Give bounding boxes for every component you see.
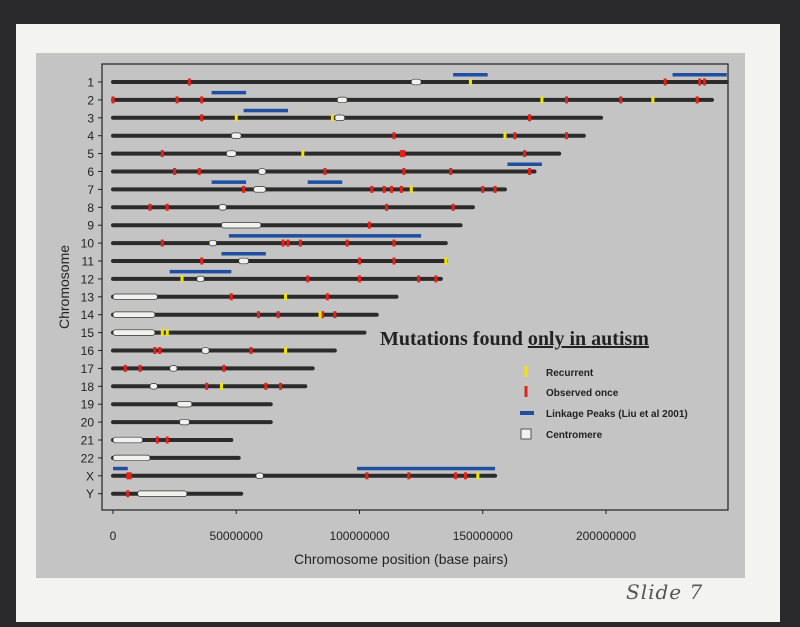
linkage-peak [212, 91, 247, 95]
centromere [209, 240, 216, 246]
chromosome-20 [113, 419, 271, 425]
mutation-observed-once [279, 383, 282, 390]
mutation-recurrent [284, 293, 287, 300]
mutation-recurrent [235, 114, 238, 121]
y-tick-label: 10 [80, 236, 94, 251]
x-tick-label: 100000000 [329, 529, 390, 543]
mutation-observed-once [222, 365, 225, 372]
centromere [113, 294, 157, 300]
mutation-observed-once [400, 186, 403, 193]
mutation-observed-once [148, 204, 151, 211]
centromere [256, 473, 263, 479]
chart-title [380, 328, 649, 350]
legend-swatch-recurrent [525, 366, 528, 377]
y-axis-label: Chromosome [56, 244, 72, 330]
legend-label: Recurrent [546, 368, 594, 379]
centromere [180, 419, 190, 425]
mutation-observed-once [449, 168, 452, 175]
mutation-observed-once [358, 275, 361, 282]
linkage-peak [357, 467, 495, 471]
mutation-observed-once [454, 472, 457, 479]
mutation-observed-once [112, 96, 115, 103]
mutation-recurrent [319, 311, 322, 318]
linkage-peak [113, 467, 128, 471]
mutation-observed-once [161, 240, 164, 247]
linkage-peak [221, 252, 265, 256]
centromere [113, 455, 150, 461]
y-tick-label: 17 [80, 361, 94, 376]
mutation-observed-once [402, 168, 405, 175]
centromere [221, 222, 260, 228]
mutation-observed-once [513, 132, 516, 139]
mutation-observed-once [393, 132, 396, 139]
x-tick-label: 150000000 [452, 529, 513, 543]
legend-label: Linkage Peaks (Liu et al 2001) [546, 409, 688, 420]
mutation-observed-once [368, 222, 371, 229]
y-tick-label: 3 [87, 111, 94, 126]
mutation-observed-once [385, 204, 388, 211]
mutation-observed-once [126, 490, 129, 497]
mutation-recurrent [301, 150, 304, 157]
mutation-observed-once [161, 150, 164, 157]
mutation-observed-once [696, 96, 699, 103]
mutation-observed-once [619, 96, 622, 103]
y-tick-label: 2 [87, 93, 94, 108]
mutation-observed-once [407, 472, 410, 479]
centromere [411, 79, 421, 85]
mutation-recurrent [331, 114, 334, 121]
centromere [258, 169, 265, 175]
y-tick-label: 19 [80, 397, 94, 412]
x-tick-label: 50000000 [209, 529, 263, 543]
x-tick-label: 0 [109, 529, 117, 543]
mutation-observed-once [158, 347, 161, 354]
mutation-observed-once [417, 275, 420, 282]
mutation-recurrent [651, 96, 654, 103]
mutation-observed-once [494, 186, 497, 193]
linkage-peak [170, 270, 232, 274]
mutation-observed-once [390, 186, 393, 193]
y-tick-label: 5 [87, 147, 94, 162]
mutation-recurrent [284, 347, 287, 354]
legend-label: Observed once [546, 388, 619, 399]
y-tick-label: 21 [80, 433, 94, 448]
mutation-observed-once [277, 311, 280, 318]
mutation-observed-once [393, 240, 396, 247]
mutation-observed-once [452, 204, 455, 211]
y-tick-label: X [85, 469, 94, 484]
linkage-peak [453, 73, 488, 77]
linkage-peak [507, 163, 542, 167]
mutation-observed-once [365, 472, 368, 479]
linkage-peak [212, 180, 247, 184]
mutation-observed-once [346, 240, 349, 247]
mutation-observed-once [481, 186, 484, 193]
centromere [335, 115, 345, 121]
mutation-observed-once [306, 275, 309, 282]
mutation-observed-once [250, 347, 253, 354]
mutation-observed-once [565, 132, 568, 139]
mutation-observed-once [200, 96, 203, 103]
x-axis-label: Chromosome position (base pairs) [294, 551, 508, 567]
legend-swatch-once [525, 386, 528, 397]
mutation-observed-once [370, 186, 373, 193]
chromosome-19 [113, 401, 271, 407]
y-tick-label: Y [85, 487, 94, 502]
y-tick-label: 12 [80, 272, 94, 287]
x-tick-label: 200000000 [575, 529, 637, 543]
centromere [226, 151, 236, 157]
chromosome-22 [113, 455, 239, 461]
centromere [113, 312, 155, 318]
mutation-recurrent [220, 383, 223, 390]
y-tick-label: 8 [87, 200, 94, 215]
y-tick-label: 4 [87, 129, 94, 144]
legend-swatch-centromere [521, 429, 531, 439]
mutation-recurrent [410, 186, 413, 193]
mutation-observed-once [664, 79, 667, 86]
centromere [113, 330, 155, 336]
mutation-observed-once [565, 96, 568, 103]
mutation-observed-once [124, 365, 127, 372]
mutation-observed-once [264, 383, 267, 390]
centromere [113, 437, 143, 443]
mutation-recurrent [503, 132, 506, 139]
y-tick-label: 6 [87, 165, 94, 179]
mutation-observed-once [198, 168, 201, 175]
mutation-observed-once [176, 96, 179, 103]
legend-swatch-linkage [520, 411, 534, 415]
centromere [170, 366, 177, 372]
mutation-observed-once [434, 275, 437, 282]
mutation-observed-once [299, 240, 302, 247]
mutation-observed-once [188, 79, 191, 86]
mutation-observed-once [257, 311, 260, 318]
centromere [337, 97, 347, 103]
mutation-observed-once [703, 79, 706, 86]
y-tick-label: 11 [81, 254, 94, 269]
mutation-observed-once [698, 79, 701, 86]
mutation-observed-once [393, 258, 396, 265]
centromere [202, 348, 209, 354]
legend-label: Centromere [546, 430, 603, 441]
mutation-recurrent [540, 96, 543, 103]
mutation-observed-once [383, 186, 386, 193]
y-tick-label: 20 [80, 415, 94, 430]
mutation-observed-once [333, 311, 336, 318]
y-tick-label: 9 [87, 218, 94, 233]
mutation-observed-once [129, 472, 132, 479]
y-tick-label: 22 [80, 451, 94, 466]
y-tick-label: 1 [87, 75, 94, 90]
mutation-observed-once [242, 186, 245, 193]
mutation-observed-once [166, 204, 169, 211]
centromere [231, 133, 241, 139]
mutation-recurrent [181, 275, 184, 282]
mutation-observed-once [287, 240, 290, 247]
mutation-recurrent [469, 79, 472, 86]
centromere [177, 401, 192, 407]
y-tick-label: 18 [80, 379, 94, 394]
y-tick-label: 13 [80, 290, 94, 305]
mutation-observed-once [230, 293, 233, 300]
mutation-recurrent [444, 258, 447, 265]
mutation-observed-once [323, 168, 326, 175]
mutation-observed-once [326, 293, 329, 300]
mutation-recurrent [166, 329, 169, 336]
y-tick-label: 7 [87, 182, 94, 197]
mutation-observed-once [153, 347, 156, 354]
mutation-observed-once [528, 114, 531, 121]
mutation-observed-once [205, 383, 208, 390]
mutation-observed-once [139, 365, 142, 372]
mutation-observed-once [402, 150, 405, 157]
y-tick-label: 15 [80, 326, 94, 341]
centromere [150, 384, 157, 390]
linkage-peak [308, 180, 343, 184]
y-tick-label: 14 [80, 308, 94, 323]
mutation-recurrent [476, 472, 479, 479]
centromere [197, 276, 204, 282]
mutation-observed-once [156, 437, 159, 444]
centromere [138, 491, 187, 497]
mutation-observed-once [166, 437, 169, 444]
centromere [219, 205, 226, 211]
mutation-observed-once [282, 240, 285, 247]
mutation-observed-once [528, 168, 531, 175]
linkage-peak [244, 109, 288, 113]
mutation-observed-once [200, 114, 203, 121]
slide-label: Slide 7 [626, 580, 704, 604]
chart-title-main: Mutations found [380, 328, 528, 350]
y-tick-label: 16 [80, 344, 94, 358]
linkage-peak [673, 73, 727, 77]
linkage-peak [229, 234, 421, 238]
chart-title-underlined: only in autism [527, 328, 649, 350]
mutation-observed-once [464, 472, 467, 479]
mutation-recurrent [161, 329, 164, 336]
mutation-observed-once [173, 168, 176, 175]
centromere [254, 187, 266, 193]
mutation-observed-once [358, 258, 361, 265]
mutation-observed-once [523, 150, 526, 157]
mutation-observed-once [200, 258, 203, 265]
legend-item-linkage [520, 409, 688, 420]
centromere [239, 258, 249, 264]
